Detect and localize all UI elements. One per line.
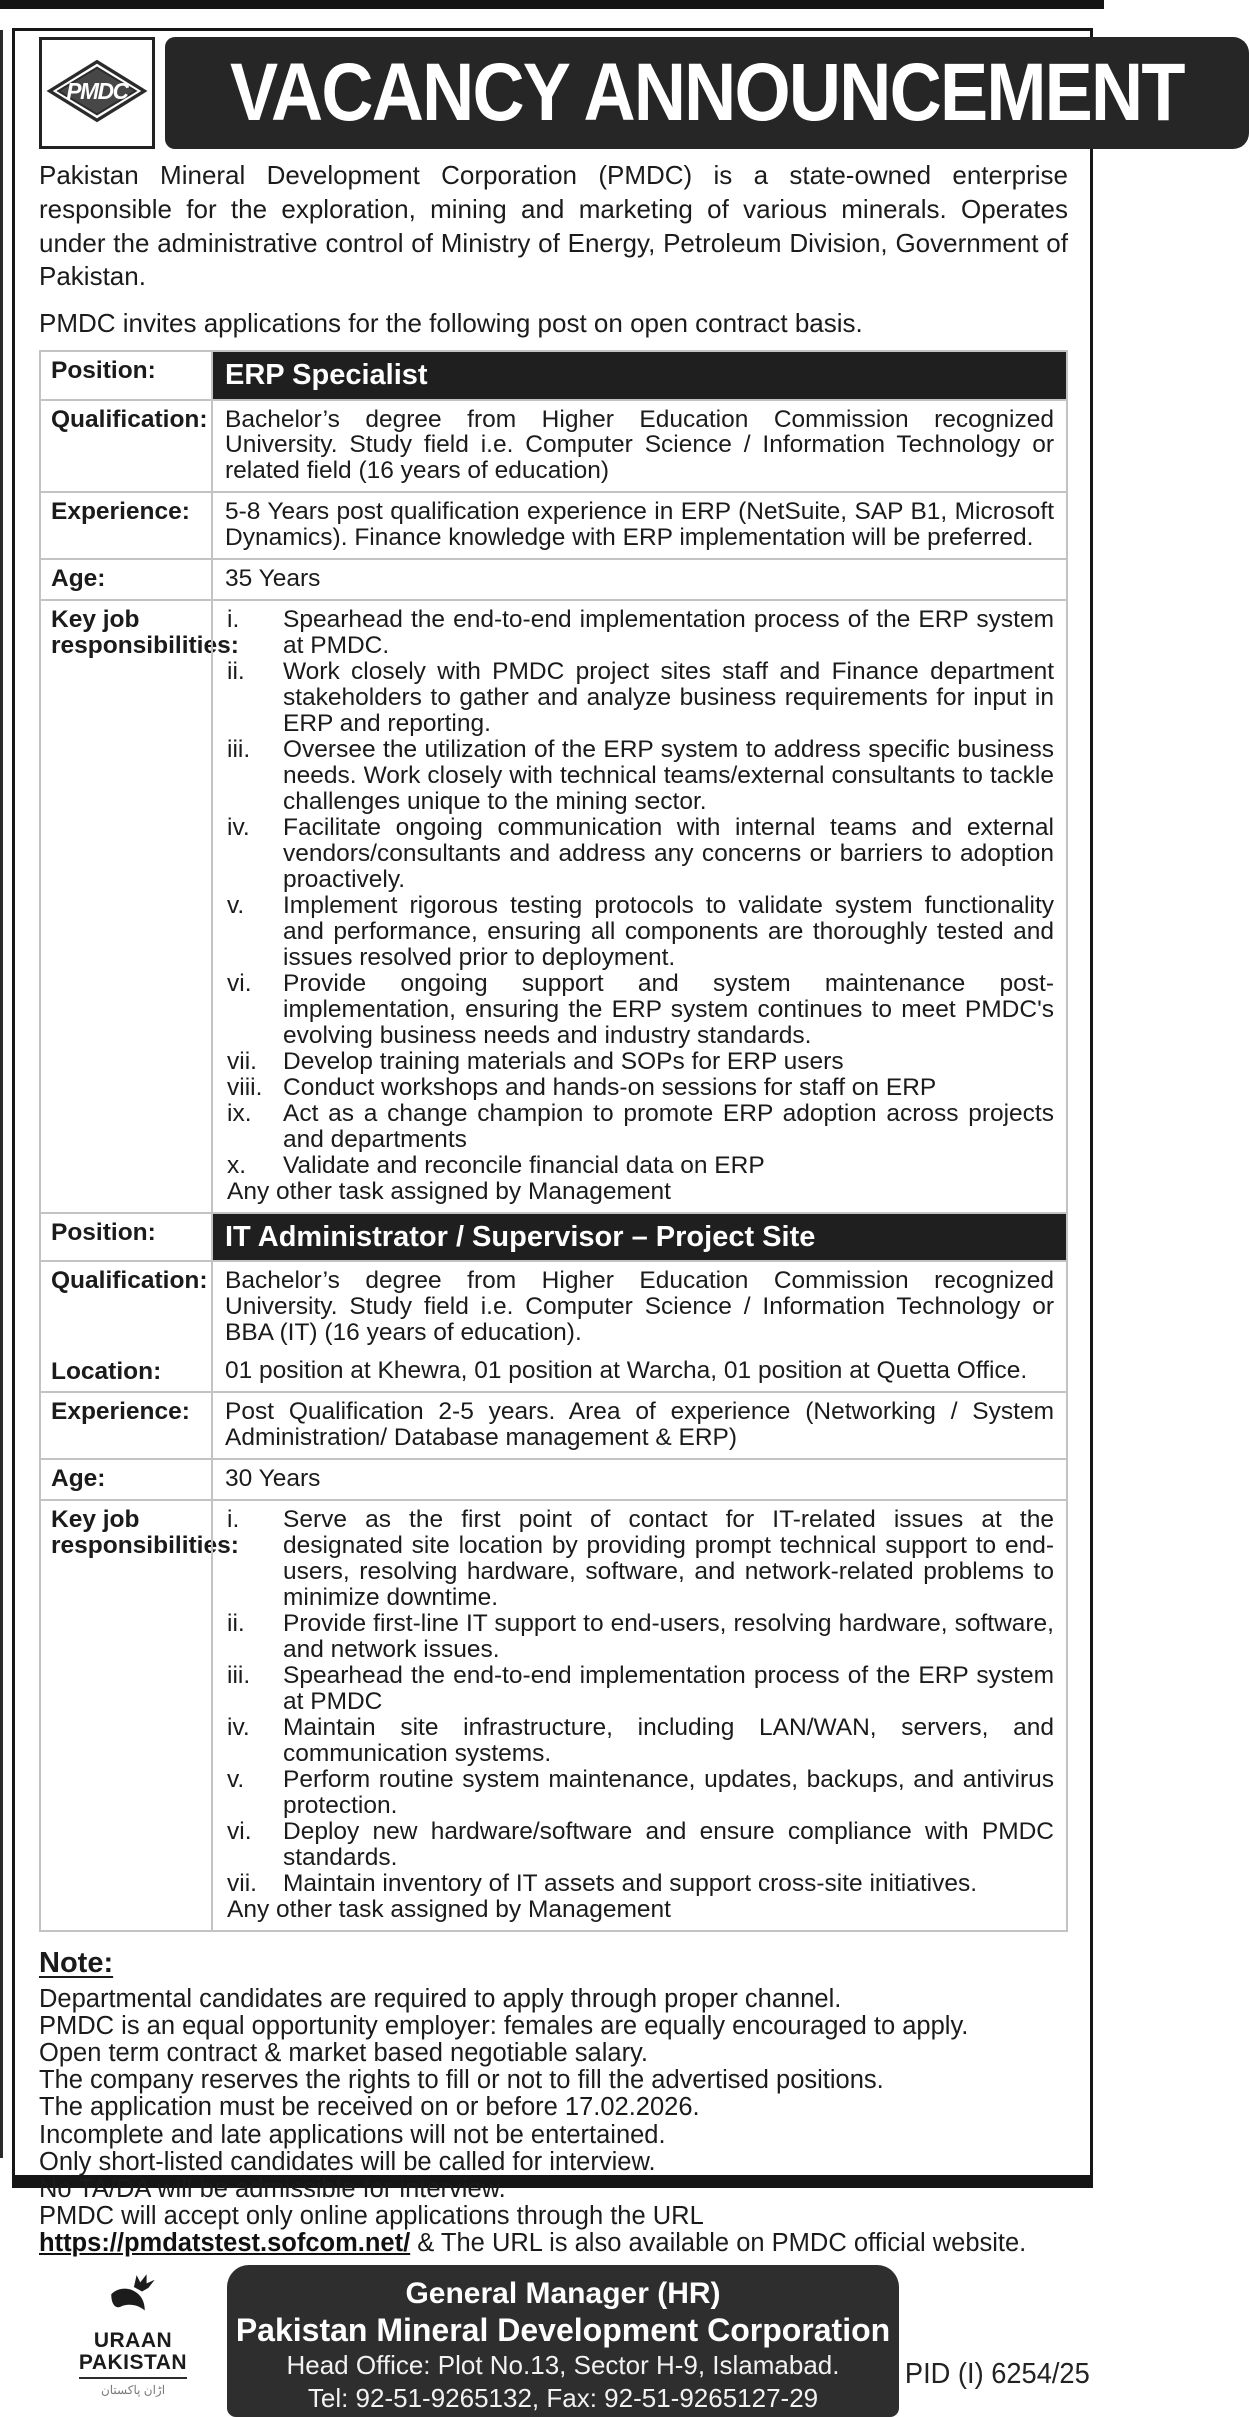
svg-text:PMDC: PMDC	[66, 77, 128, 104]
table-row-responsibilities-2	[41, 1499, 1066, 1930]
row-label-qualification-location	[41, 1262, 211, 1391]
uraan-pakistan-logo	[39, 2265, 227, 2415]
note-line: Departmental candidates are required to apply through proper channel.	[39, 1985, 842, 2014]
qualification-text-1: Bachelor’s degree from Higher Education Commission recognized University. Study field i.e. Computer Science / Information Technology or related field (16 years of education)	[211, 401, 1066, 492]
newspaper-top-rule	[0, 0, 1104, 9]
responsibilities-list-1	[211, 601, 1066, 1211]
row-label-position: Position:	[51, 356, 156, 384]
organization-name: Pakistan Mineral Development Corporation	[235, 2312, 891, 2349]
list-item: vi. Provide ongoing support and system maintenance post-implementation, ensuring the ERP system continues to meet PMDC's evolving business needs and industry standards.	[227, 969, 1054, 1049]
position-title-1: ERP Specialist	[211, 352, 1066, 399]
responsibilities-footer-1: Any other task assigned by Management	[227, 1177, 671, 1205]
table-row-responsibilities-1	[41, 599, 1066, 1211]
note-line: No TA/DA will be admissible for interview.	[39, 2174, 506, 2203]
list-item: vii. Maintain inventory of IT assets and support cross-site initiatives.	[227, 1869, 978, 1897]
signatory-title: General Manager (HR)	[405, 2276, 721, 2310]
note-line-apply	[39, 2203, 1068, 2257]
row-label-experience: Experience:	[51, 498, 190, 526]
intro-paragraph: Pakistan Mineral Development Corporation (PMDC) is a state-owned enterprise responsible for the exploration, mining and marketing of various minerals. Operates under the administrative control of Ministry of Energy, Petroleum Division, Government of Pakistan.	[39, 160, 1068, 292]
table-row-experience-2	[41, 1391, 1066, 1458]
row-label-age: Age:	[51, 1465, 106, 1493]
row-label-key-job: Key job responsibilities:	[51, 606, 239, 660]
location-text-2: 01 position at Khewra, 01 position at Warcha, 01 position at Quetta Office.	[225, 1357, 1028, 1385]
list-item: ix. Act as a change champion to promote ERP adoption across projects and departments	[227, 1099, 1054, 1153]
list-item: i. Serve as the first point of contact for IT-related issues at the designated site location by providing prompt technical support to end-users, resolving hardware, software, and network-related problems to minimize downtime.	[227, 1506, 1054, 1612]
row-label-experience: Experience:	[51, 1398, 190, 1426]
note-line: Incomplete and late applications will not be entertained.	[39, 2120, 666, 2149]
table-row-qualification-1	[41, 399, 1066, 492]
responsibilities-footer-2: Any other task assigned by Management	[227, 1895, 671, 1923]
list-item: ii. Provide first-line IT support to end-users, resolving hardware, software, and network issues.	[227, 1610, 1054, 1663]
table-row-position-1	[41, 352, 1066, 399]
row-label-qualification: Qualification:	[51, 1267, 208, 1295]
bird-icon	[104, 2267, 162, 2330]
apply-line-suffix: & The URL is also available on PMDC official website.	[410, 2228, 1027, 2257]
age-text-1: 35 Years	[211, 560, 1066, 599]
table-row-experience-1	[41, 491, 1066, 558]
row-label-age: Age:	[51, 565, 106, 593]
list-item: vii. Develop training materials and SOPs for ERP users	[227, 1047, 844, 1075]
table-row-position-2	[41, 1212, 1066, 1261]
list-item: x. Validate and reconcile financial data on ERP	[227, 1151, 765, 1179]
qualification-location-cell-2	[211, 1262, 1066, 1391]
list-item: iii. Oversee the utilization of the ERP system to address specific business needs. Work closely with technical teams/external consultants to tackle challenges unique to the mining sector.	[227, 736, 1054, 816]
qualification-text-2: Bachelor’s degree from Higher Education Commission recognized University. Study field i.e. Computer Science / Information Technology or BBA (IT) (16 years of education).	[225, 1267, 1054, 1347]
ad-footer	[39, 2265, 1090, 2415]
row-label-position: Position:	[51, 1218, 156, 1246]
vacancy-ad	[12, 28, 1184, 2413]
list-item: v. Perform routine system maintenance, updates, backups, and antivirus protection.	[227, 1765, 1054, 1819]
responsibilities-list-2	[211, 1501, 1066, 1930]
list-item: i. Spearhead the end-to-end implementation process of the ERP system at PMDC.	[227, 606, 1054, 660]
vacancy-title-bar	[165, 37, 1249, 149]
ad-header	[39, 37, 1184, 149]
experience-text-2: Post Qualification 2-5 years. Area of experience (Networking / System Administration/ Database management & ERP)	[211, 1393, 1066, 1458]
uraan-pakistan-wordmark: URAAN PAKISTAN	[79, 2330, 187, 2379]
jobs-table	[39, 350, 1068, 1932]
experience-text-1: 5-8 Years post qualification experience in ERP (NetSuite, SAP B1, Microsoft Dynamics). Finance knowledge with ERP implementation will be preferred.	[211, 493, 1066, 558]
list-item: viii. Conduct workshops and hands-on sessions for staff on ERP	[227, 1073, 937, 1101]
table-row-qualification-location-2	[41, 1260, 1066, 1391]
page-title: VACANCY ANNOUNCEMENT	[230, 47, 1184, 138]
head-office-address: Head Office: Plot No.13, Sector H-9, Islamabad.	[286, 2350, 840, 2381]
list-item: v. Implement rigorous testing protocols to validate system functionality and performance, ensuring all components are thoroughly tested and issues resolved prior to deployment.	[227, 891, 1054, 971]
signature-box	[227, 2265, 899, 2417]
phone-fax-line: Tel: 92-51-9265132, Fax: 92-51-9265127-29	[307, 2382, 819, 2413]
row-label-location: Location:	[51, 1358, 162, 1386]
position-title-2: IT Administrator / Supervisor – Project Site	[211, 1214, 1066, 1261]
row-label-qualification: Qualification:	[51, 405, 208, 433]
pmdc-logo-box	[39, 37, 155, 149]
row-label-key-job: Key job responsibilities:	[51, 1506, 239, 1560]
note-line: The company reserves the rights to fill or not to fill the advertised positions.	[39, 2066, 884, 2095]
note-lines	[39, 1986, 1068, 2256]
table-row-age-2	[41, 1458, 1066, 1499]
invite-line: PMDC invites applications for the following post on open contract basis.	[39, 308, 863, 339]
note-line: The application must be received on or before 17.02.2026.	[39, 2093, 700, 2122]
pmdc-logo-icon	[47, 56, 147, 131]
note-heading: Note:	[39, 1946, 114, 1979]
pid-area	[899, 2265, 1096, 2415]
note-line: Only short-listed candidates will be called for interview.	[39, 2147, 656, 2176]
note-line: PMDC is an equal opportunity employer: females are equally encouraged to apply.	[39, 2012, 969, 2041]
application-url-link[interactable]: https://pmdatstest.sofcom.net/	[39, 2228, 411, 2257]
list-item: iii. Spearhead the end-to-end implementation process of the ERP system at PMDC	[227, 1661, 1054, 1715]
apply-line-prefix: PMDC will accept only online applications through the URL	[39, 2201, 703, 2230]
list-item: vi. Deploy new hardware/software and ensure compliance with PMDC standards.	[227, 1817, 1054, 1871]
list-item: iv. Facilitate ongoing communication with internal teams and external vendors/consultants and address any concerns or barriers to adoption proactively.	[227, 814, 1054, 894]
note-line: Open term contract & market based negotiable salary.	[39, 2039, 648, 2068]
age-text-2: 30 Years	[211, 1460, 1066, 1499]
table-row-age-1	[41, 558, 1066, 599]
list-item: ii. Work closely with PMDC project sites staff and Finance department stakeholders to gather and analyze business requirements for input in ERP and reporting.	[227, 658, 1054, 738]
pid-number: PID (I) 6254/25	[904, 2357, 1090, 2390]
list-item: iv. Maintain site infrastructure, including LAN/WAN, servers, and communication systems.	[227, 1713, 1054, 1767]
newspaper-column-rule	[0, 30, 3, 2158]
urdu-caption: اڑان پاکستان	[100, 2382, 166, 2397]
